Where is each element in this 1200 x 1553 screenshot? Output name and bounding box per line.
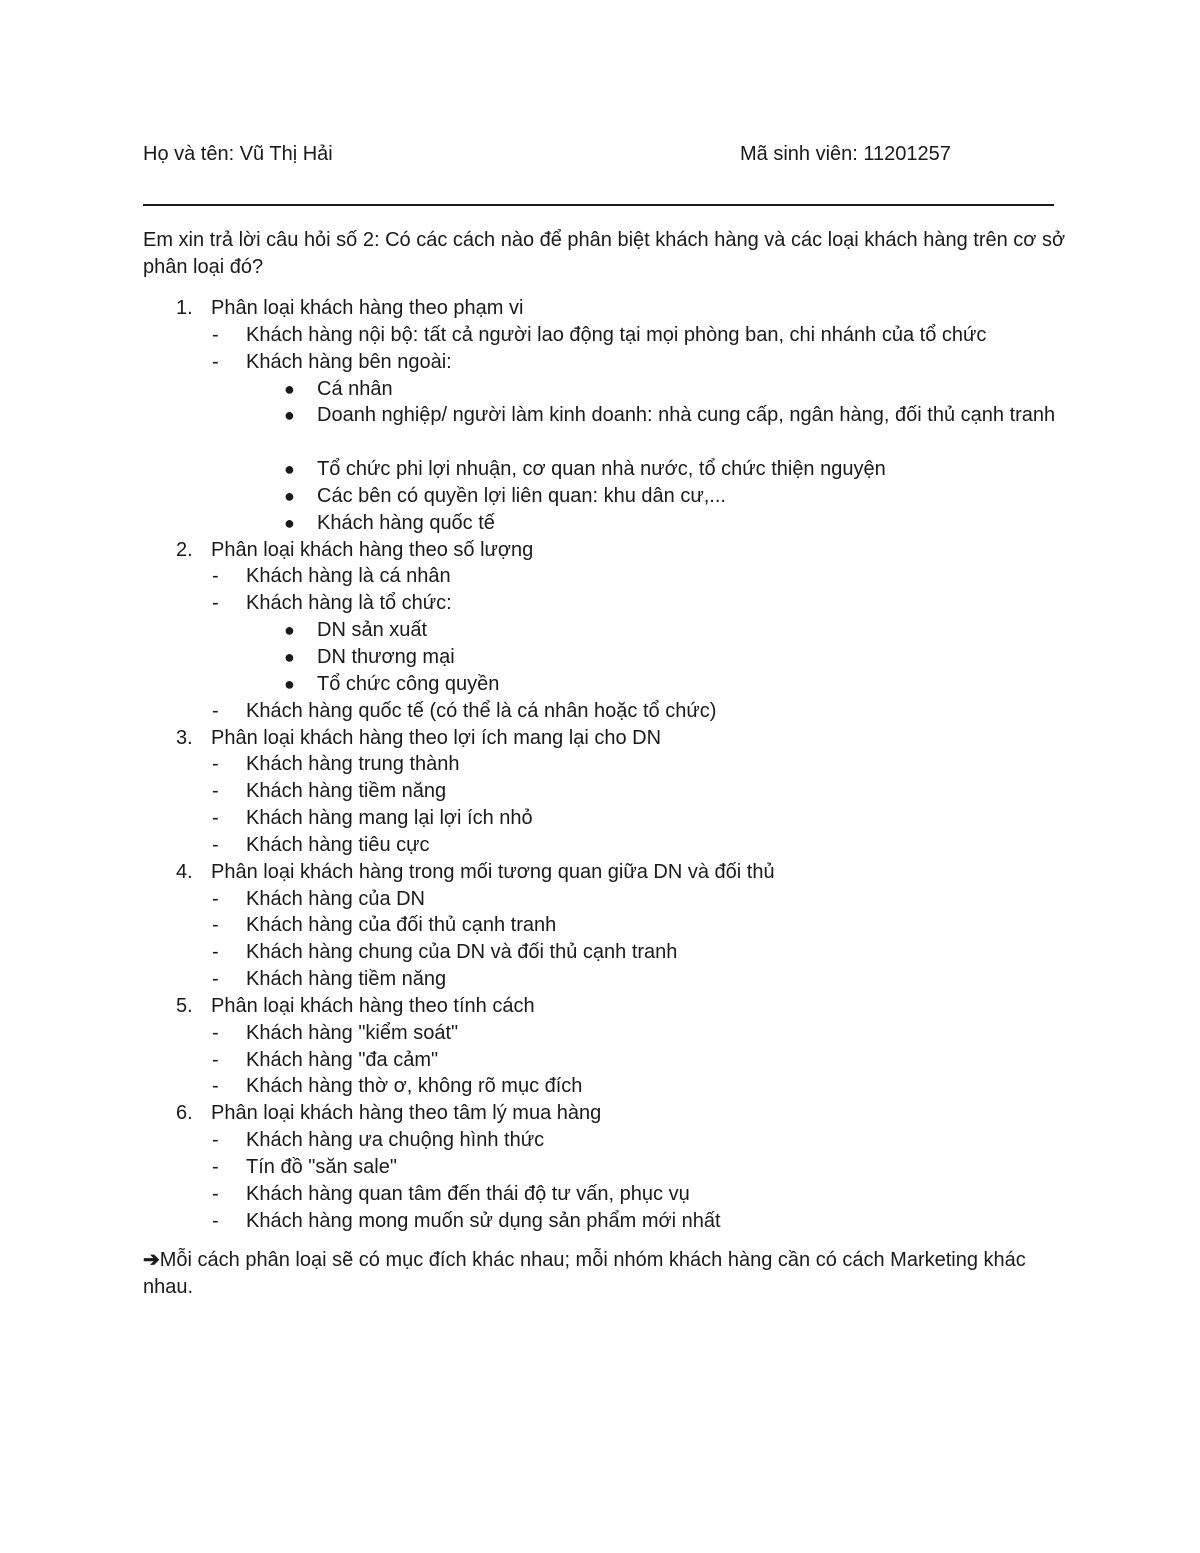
dash-marker: - [212,1156,219,1178]
list-item [0,1181,1200,1208]
bullet-icon: ● [284,673,295,694]
list-item [0,778,1200,805]
sub-list-item-text: Khách hàng quốc tế [317,511,495,534]
dash-marker: - [212,1209,219,1232]
section-heading [0,725,1200,752]
list-item-text: Khách hàng quan tâm đến thái độ tư vấn, phục vụ [246,1182,690,1205]
sub-list-item [0,644,1200,671]
dash-marker: - [212,753,219,776]
list-item [0,590,1200,617]
section-number: 4. [176,860,193,883]
sub-list-item-text: DN sản xuất [317,619,428,642]
section-number: 2. [176,538,193,561]
bullet-icon: ● [284,512,295,533]
list-item-text: Khách hàng bên ngoài: [246,350,452,373]
list-item-text: Khách hàng là tổ chức: [246,592,452,615]
list-item-text: Khách hàng ưa chuộng hình thức [246,1129,545,1152]
section-number: 5. [176,994,193,1017]
conclusion-paragraph [143,1247,1073,1301]
section-heading [0,993,1200,1020]
bullet-icon: ● [284,620,295,641]
list-item-text: Khách hàng tiềm năng [246,780,447,803]
list-item [0,1047,1200,1074]
classification-list [0,295,1200,1235]
sub-list-item-text: DN thương mại [317,645,455,668]
dash-marker: - [212,1048,219,1071]
section-number: 1. [176,297,193,319]
sub-list-item [0,483,1200,510]
dash-marker: - [212,914,219,937]
sub-list-item [0,617,1200,644]
list-item [0,751,1200,778]
dash-marker: - [212,887,219,910]
sub-list-item [0,510,1200,537]
list-item [0,912,1200,939]
list-item [0,939,1200,966]
list-item-text: Khách hàng là cá nhân [246,565,451,588]
dash-marker: - [212,323,219,346]
list-item-text: Khách hàng nội bộ: tất cả người lao động tại mọi phòng ban, chi nhánh của tổ chức [246,323,987,346]
list-item-text: Khách hàng thờ ơ, không rõ mục đích [246,1075,583,1098]
dash-marker: - [212,1075,219,1098]
list-item [0,698,1200,725]
section-heading [0,537,1200,564]
dash-marker: - [212,1129,219,1152]
list-item-text: Khách hàng tiêu cực [246,833,430,856]
student-id: Mã sinh viên: 11201257 [740,143,951,165]
dash-marker: - [212,968,219,991]
dash-marker: - [212,833,219,856]
question-text: Em xin trả lời câu hỏi số 2: Có các cách nào để phân biệt khách hàng và các loại khách hàng trên cơ sở phân loại đó? [143,229,1066,278]
list-item-text: Tín đồ "săn sale" [246,1156,397,1178]
list-item [0,1020,1200,1047]
list-item-text: Khách hàng tiềm năng [246,968,447,991]
bullet-icon: ● [284,405,295,426]
list-item [0,1208,1200,1235]
dash-marker: - [212,1021,219,1044]
sub-list-item [0,376,1200,403]
list-item [0,349,1200,376]
list-item [0,1073,1200,1100]
list-item-text: Khách hàng mang lại lợi ích nhỏ [246,807,533,830]
section-number: 6. [176,1102,193,1125]
list-item-text: Khách hàng quốc tế (có thể là cá nhân hoặc tổ chức) [246,699,717,722]
section-heading [0,295,1200,322]
section-title: Phân loại khách hàng theo phạm vi [211,297,524,319]
dash-marker: - [212,780,219,803]
section-heading [0,859,1200,886]
dash-marker: - [212,941,219,964]
list-item-text: Khách hàng trung thành [246,753,460,776]
dash-marker: - [212,565,219,588]
section-title: Phân loại khách hàng theo số lượng [211,538,534,561]
list-item [0,322,1200,349]
sub-list-item-text: Tổ chức công quyền [317,672,500,695]
list-item [0,886,1200,913]
section-title: Phân loại khách hàng trong mối tương quan giữa DN và đối thủ [211,860,775,883]
list-item-text: Khách hàng "đa cảm" [246,1048,439,1071]
list-item-text: Khách hàng "kiểm soát" [246,1021,459,1044]
sub-list-item [0,671,1200,698]
list-item-text: Khách hàng của đối thủ cạnh tranh [246,914,557,937]
sub-list-item [0,402,1200,456]
sub-list-item-text: Các bên có quyền lợi liên quan: khu dân cư,... [317,484,726,507]
section-title: Phân loại khách hàng theo tính cách [211,994,535,1017]
list-item [0,966,1200,993]
student-name: Họ và tên: Vũ Thị Hải [143,143,333,165]
list-item [0,1127,1200,1154]
bullet-icon: ● [284,485,295,506]
conclusion-text: Mỗi cách phân loại sẽ có mục đích khác nhau; mỗi nhóm khách hàng cần có cách Marketing khác nhau. [143,1249,1026,1298]
dash-marker: - [212,592,219,615]
list-item-text: Khách hàng mong muốn sử dụng sản phẩm mới nhất [246,1209,721,1232]
bullet-icon: ● [284,646,295,667]
list-item [0,805,1200,832]
bullet-icon: ● [284,378,295,399]
sub-list-item-text: Cá nhân [317,377,393,400]
dash-marker: - [212,350,219,373]
section-number: 3. [176,726,193,749]
list-item [0,1154,1200,1181]
list-item-text: Khách hàng chung của DN và đối thủ cạnh tranh [246,941,678,964]
section-title: Phân loại khách hàng theo lợi ích mang lại cho DN [211,726,662,749]
sub-list-item [0,456,1200,483]
dash-marker: - [212,1182,219,1205]
section-heading [0,1100,1200,1127]
dash-marker: - [212,807,219,830]
sub-list-item-text: Doanh nghiệp/ người làm kinh doanh: nhà cung cấp, ngân hàng, đối thủ cạnh tranh [317,404,1056,427]
list-item-text: Khách hàng của DN [246,887,426,910]
section-title: Phân loại khách hàng theo tâm lý mua hàng [211,1102,602,1125]
sub-list-item-text: Tổ chức phi lợi nhuận, cơ quan nhà nước, tổ chức thiện nguyện [317,458,886,481]
dash-marker: - [212,699,219,722]
list-item [0,832,1200,859]
bullet-icon: ● [284,459,295,480]
list-item [0,563,1200,590]
arrow-icon: ➔ [143,1249,160,1271]
separator-line [143,204,1054,206]
